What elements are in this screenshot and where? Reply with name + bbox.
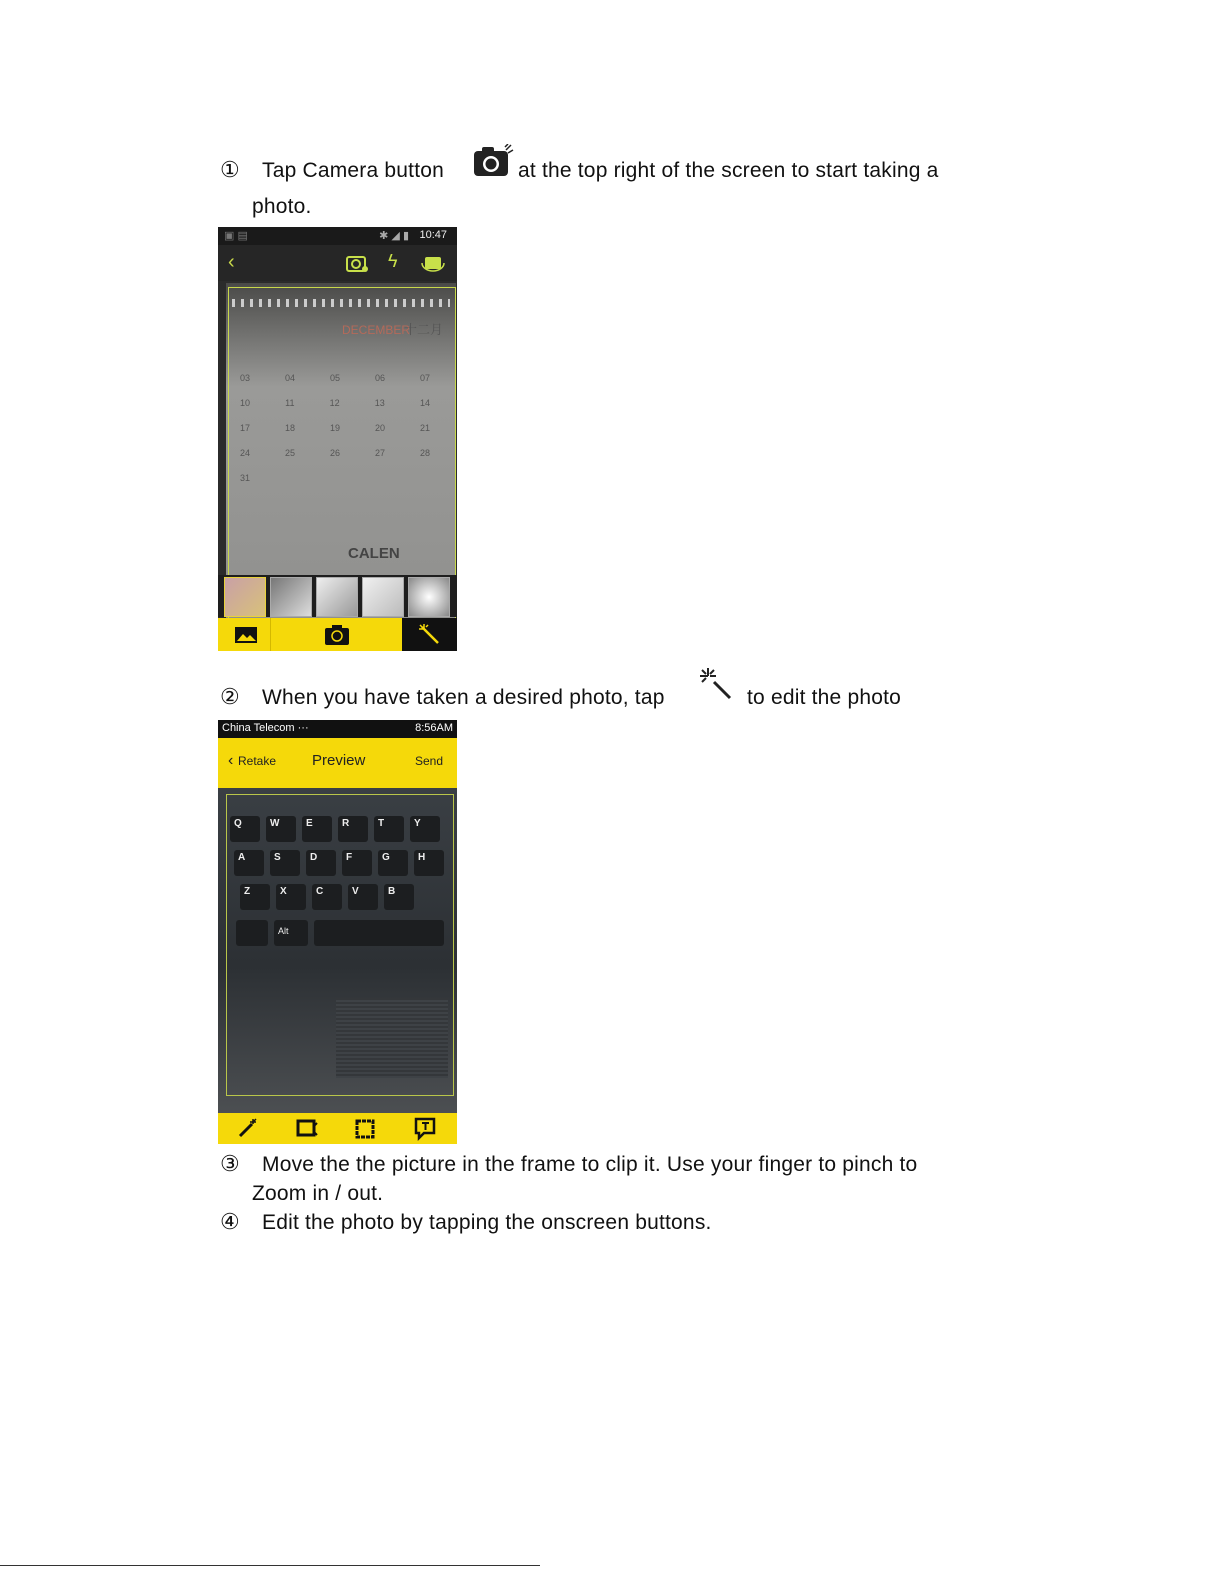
frame-icon[interactable] — [354, 1118, 376, 1140]
status-bar: ▣ ▤ 10:47 ✱ ◢ ▮ — [218, 227, 457, 245]
preview-screen-image — [218, 720, 457, 1144]
trackpad — [336, 998, 448, 1078]
calendar-row: 31 — [240, 473, 251, 483]
calendar-row: 17 18 19 20 21 — [240, 423, 430, 433]
step4-number: ④ — [220, 1209, 240, 1234]
status-time: 10:47 — [419, 229, 447, 241]
calendar-row: 03 04 05 06 07 — [240, 373, 430, 383]
edit-toolbar — [218, 1113, 457, 1144]
camera-screen-image — [218, 227, 457, 651]
calendar-footer: CALEN — [348, 545, 400, 562]
step2-text-after: to edit the photo — [747, 686, 902, 709]
step4-text: Edit the photo by tapping the onscreen buttons. — [262, 1211, 712, 1234]
camera-settings-icon — [346, 253, 370, 273]
magic-wand-icon — [418, 623, 442, 647]
gallery-icon[interactable] — [234, 626, 258, 644]
step2-text-before: When you have taken a desired photo, tap — [262, 686, 665, 709]
calendar-row: 24 25 26 27 28 — [240, 448, 430, 458]
calendar-cjk-label: 十二月 — [404, 322, 444, 337]
step2-number: ② — [220, 684, 240, 709]
step1-text-before: Tap Camera button — [262, 159, 445, 182]
retake-button[interactable]: Retake — [238, 754, 277, 768]
key-row: Alt — [236, 920, 444, 946]
step1-text-after: at the top right of the screen to start taking a — [518, 159, 939, 182]
crop-icon[interactable] — [296, 1118, 318, 1140]
status-time: 8:56AM — [415, 722, 453, 734]
magic-wand-icon[interactable] — [236, 1118, 258, 1140]
magic-wand-button[interactable] — [402, 618, 457, 651]
back-chevron-icon[interactable]: ‹ — [228, 752, 234, 769]
key-row: Z X C V B — [240, 884, 414, 910]
step1-number: ① — [220, 157, 240, 182]
key-row: A S D F G H — [234, 850, 444, 876]
status-bar — [218, 720, 457, 738]
camera-bottom-bar — [218, 618, 457, 651]
filter-thumb[interactable] — [316, 577, 358, 617]
step3-text: Move the the picture in the frame to clip it. Use your finger to pinch to — [262, 1153, 918, 1176]
shutter-icon[interactable] — [324, 624, 350, 646]
preview-header — [218, 738, 457, 788]
filter-thumb[interactable] — [362, 577, 404, 617]
keyboard-photo — [218, 788, 457, 1113]
filter-thumb[interactable] — [408, 577, 450, 617]
camera-toolbar — [218, 245, 457, 281]
key-row: Q W E R T Y — [230, 816, 440, 842]
camera-icon — [472, 144, 514, 178]
filter-strip — [218, 575, 457, 617]
send-button[interactable]: Send — [414, 754, 443, 768]
calendar-grid — [240, 373, 430, 498]
filter-thumb[interactable] — [270, 577, 312, 617]
flash-auto-icon: ϟ — [388, 251, 398, 271]
magic-wand-icon — [698, 666, 734, 700]
page-bottom-rule — [0, 1565, 540, 1566]
back-chevron-icon: ‹ — [228, 251, 235, 273]
carrier-label: China Telecom ··· — [222, 722, 309, 734]
preview-title: Preview — [312, 752, 366, 769]
calendar-month: DECEMBER — [342, 323, 411, 337]
step1-text-cont: photo. — [252, 195, 312, 218]
switch-camera-icon — [420, 253, 446, 273]
calendar-row: 10 11 12 13 14 — [240, 398, 430, 408]
step3-text-cont: Zoom in / out. — [252, 1182, 384, 1205]
text-bubble-icon[interactable] — [414, 1117, 436, 1141]
step3-number: ③ — [220, 1151, 240, 1176]
filter-thumb[interactable] — [224, 577, 266, 617]
